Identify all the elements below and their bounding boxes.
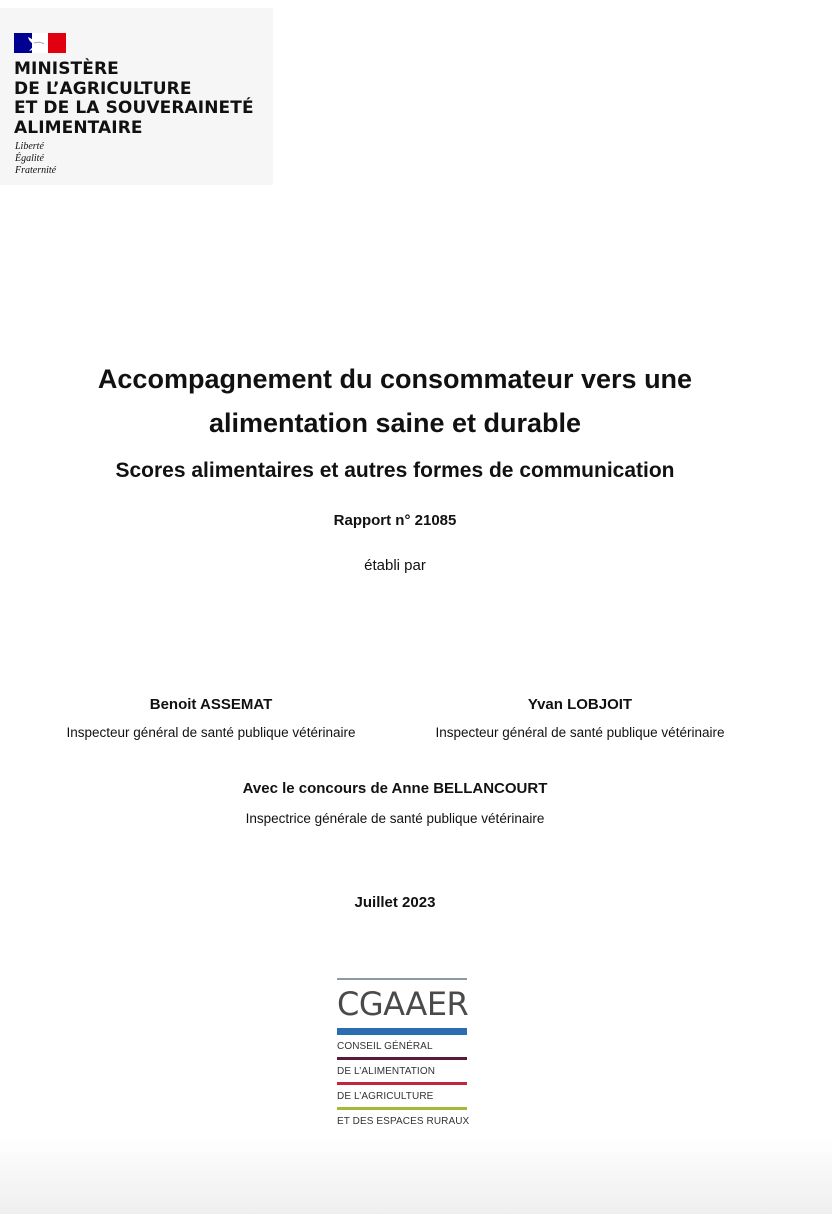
ministry-logo-block: [0, 8, 273, 185]
motto-line: Fraternité: [15, 165, 57, 176]
report-subtitle: Scores alimentaires et autres formes de communication: [115, 459, 675, 482]
author-name: Benoit ASSEMAT: [149, 696, 273, 713]
author-name: Yvan LOBJOIT: [527, 696, 633, 713]
report-date: Juillet 2023: [354, 894, 436, 911]
cgaaer-title: CGAAER: [337, 985, 469, 1023]
cgaaer-top-line: [337, 978, 467, 980]
contributor-role: Inspectrice générale de santé publique vétérinaire: [245, 811, 545, 826]
cgaaer-line: DE L’ALIMENTATION: [337, 1066, 436, 1077]
cgaaer-line: ET DES ESPACES RURAUX: [337, 1116, 470, 1127]
author-2: [410, 696, 750, 740]
author-role: Inspecteur général de santé publique vétérinaire: [435, 725, 725, 740]
cgaaer-line: CONSEIL GÉNÉRAL: [337, 1041, 433, 1052]
contributor: Avec le concours de Anne BELLANCOURT: [242, 780, 548, 797]
ministry-name: [14, 60, 254, 138]
established-by: établi par: [364, 557, 426, 574]
report-number: Rapport n° 21085: [333, 512, 457, 529]
report-title-line2: alimentation saine et durable: [208, 408, 582, 438]
ministry-line: ET DE LA SOUVERAINETÉ: [14, 98, 254, 118]
ministry-line: MINISTÈRE: [14, 59, 119, 79]
author-role: Inspecteur général de santé publique vétérinaire: [66, 725, 356, 740]
cgaaer-line: DE L’AGRICULTURE: [337, 1091, 434, 1102]
report-title-line1: Accompagnement du consommateur vers une: [97, 364, 693, 394]
marianne-flag-icon: [14, 33, 66, 53]
motto-line: Égalité: [15, 153, 44, 164]
page-bottom-shadow: [0, 1134, 832, 1214]
republic-motto: [15, 141, 56, 177]
motto-line: Liberté: [15, 141, 44, 152]
author-1: [41, 696, 381, 740]
ministry-line: DE L’AGRICULTURE: [14, 78, 192, 99]
ministry-line: ALIMENTAIRE: [14, 117, 143, 138]
cgaaer-logo: [337, 978, 470, 1129]
cgaaer-blue-bar: [337, 1028, 467, 1035]
